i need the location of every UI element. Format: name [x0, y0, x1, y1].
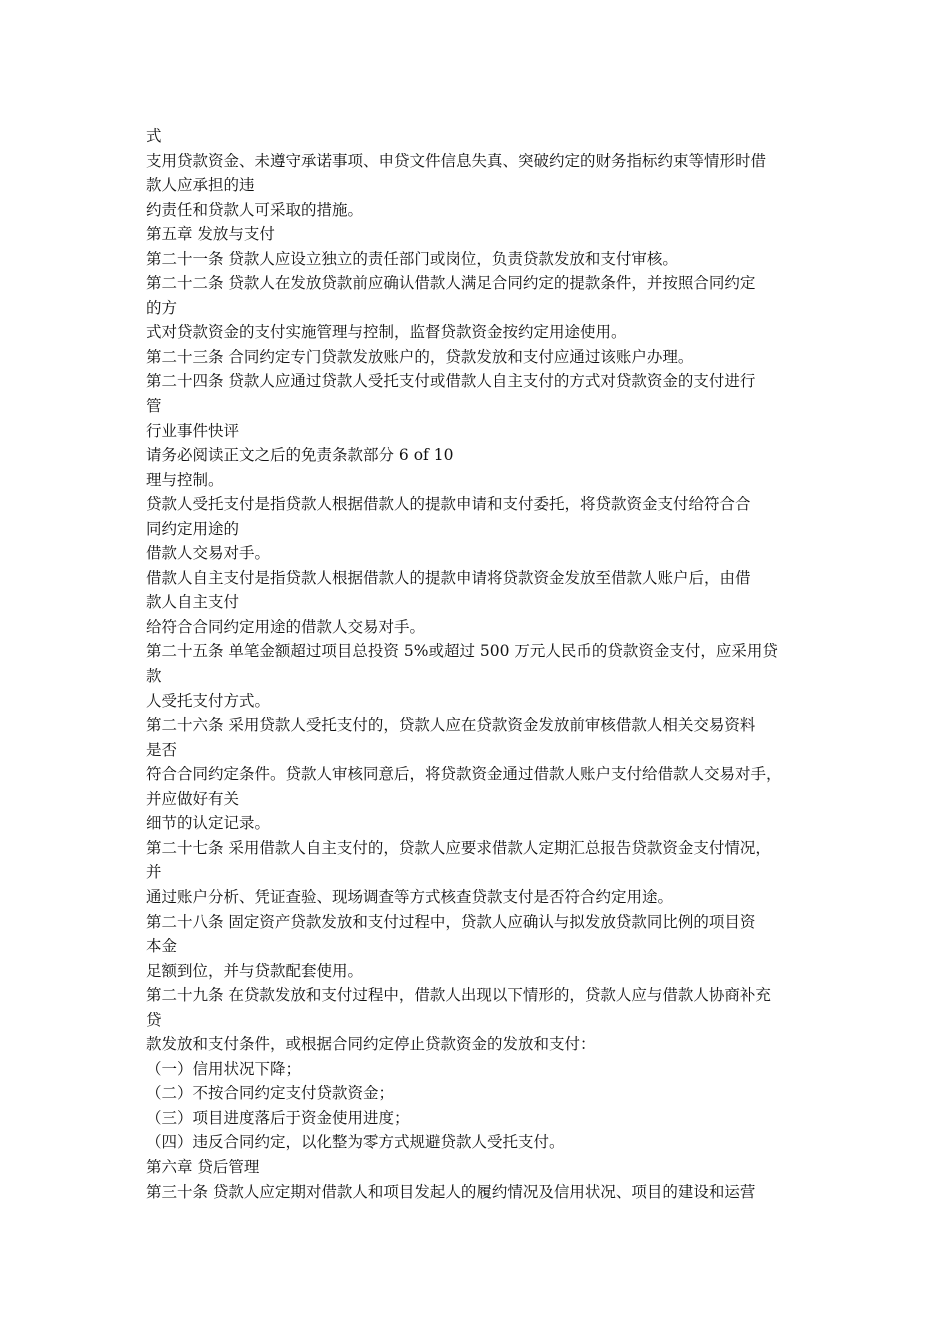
text-line: 管 [146, 397, 162, 416]
text-line: 第二十六条 采用贷款人受托支付的，贷款人应在贷款资金发放前审核借款人相关交易资料 [146, 716, 756, 735]
text-line: 是否 [146, 740, 178, 759]
text-line: 约责任和贷款人可采取的措施。 [146, 200, 364, 219]
text-line: 并应做好有关 [146, 789, 240, 808]
text-line: 第二十五条 单笔金额超过项目总投资 5%或超过 500 万元人民币的贷款资金支付，应采用贷 [146, 642, 778, 661]
text-line: 贷 [146, 1010, 162, 1029]
text-line: 第二十三条 合同约定专门贷款发放账户的，贷款发放和支付应通过该账户办理。 [146, 347, 694, 366]
text-line: 第二十二条 贷款人在发放贷款前应确认借款人满足合同约定的提款条件，并按照合同约定 [146, 274, 756, 293]
text-line: 符合合同约定条件。贷款人审核同意后，将贷款资金通过借款人账户支付给借款人交易对手， [146, 765, 782, 784]
text-line: 第二十九条 在贷款发放和支付过程中，借款人出现以下情形的，贷款人应与借款人协商补充 [146, 986, 771, 1005]
text-line: 并 [146, 863, 162, 882]
text-line: （一）信用状况下降； [146, 1059, 302, 1078]
text-line: 借款人交易对手。 [146, 544, 271, 563]
text-line: 第二十七条 采用借款人自主支付的，贷款人应要求借款人定期汇总报告贷款资金支付情况， [146, 838, 771, 857]
text-line: 的方 [146, 298, 178, 317]
text-line: 第二十四条 贷款人应通过贷款人受托支付或借款人自主支付的方式对贷款资金的支付进行 [146, 372, 756, 391]
document-body [146, 124, 816, 1204]
text-line: 第三十条 贷款人应定期对借款人和项目发起人的履约情况及信用状况、项目的建设和运营 [146, 1182, 756, 1201]
text-line: 第二十八条 固定资产贷款发放和支付过程中，贷款人应确认与拟发放贷款同比例的项目资 [146, 912, 756, 931]
text-line: 贷款人受托支付是指贷款人根据借款人的提款申请和支付委托，将贷款资金支付给符合合 [146, 495, 751, 514]
text-line: 款发放和支付条件，或根据合同约定停止贷款资金的发放和支付： [146, 1035, 596, 1054]
text-line: （四）违反合同约定，以化整为零方式规避贷款人受托支付。 [146, 1133, 565, 1152]
text-line: （二）不按合同约定支付贷款资金； [146, 1084, 395, 1103]
text-line: 本金 [146, 937, 178, 956]
text-line: （三）项目进度落后于资金使用进度； [146, 1108, 410, 1127]
text-line: 款 [146, 667, 162, 686]
text-line: 款人应承担的违 [146, 176, 255, 195]
text-line: 借款人自主支付是指贷款人根据借款人的提款申请将贷款资金发放至借款人账户后，由借 [146, 568, 751, 587]
text-line: 款人自主支付 [146, 593, 240, 612]
text-line: 同约定用途的 [146, 519, 240, 538]
text-line: 第二十一条 贷款人应设立独立的责任部门或岗位，负责贷款发放和支付审核。 [146, 249, 678, 268]
text-line: 请务必阅读正文之后的免责条款部分 6 of 10 [146, 446, 454, 465]
text-line: 第六章 贷后管理 [146, 1157, 260, 1176]
text-line: 理与控制。 [146, 470, 224, 489]
text-line: 行业事件快评 [146, 421, 240, 440]
text-line: 式 [146, 127, 162, 145]
text-line: 支用贷款资金、未遵守承诺事项、申贷文件信息失真、突破约定的财务指标约束等情形时借 [146, 151, 767, 170]
text-line: 给符合合同约定用途的借款人交易对手。 [146, 617, 426, 636]
text-line: 足额到位，并与贷款配套使用。 [146, 961, 364, 980]
text-line: 细节的认定记录。 [146, 814, 271, 833]
text-line: 通过账户分析、凭证查验、现场调查等方式核查贷款支付是否符合约定用途。 [146, 887, 674, 906]
text-line: 人受托支付方式。 [146, 691, 271, 710]
text-line: 第五章 发放与支付 [146, 225, 275, 244]
text-line: 式对贷款资金的支付实施管理与控制，监督贷款资金按约定用途使用。 [146, 323, 627, 342]
